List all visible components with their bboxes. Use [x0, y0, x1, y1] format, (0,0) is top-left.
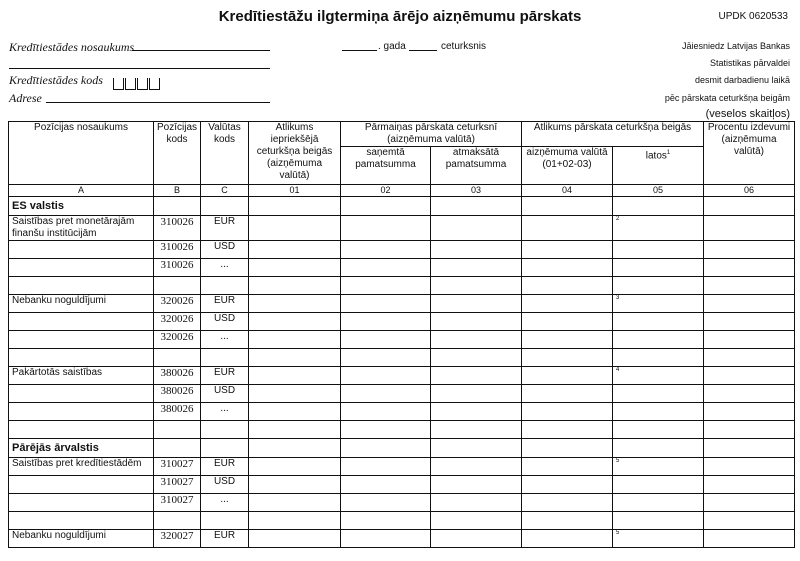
value-cell[interactable] [704, 403, 795, 421]
footnote-marker: 2 [616, 216, 620, 222]
value-cell[interactable] [431, 313, 522, 331]
position-code: 320026 [154, 295, 201, 313]
year-suffix: . gada [378, 41, 406, 52]
value-cell[interactable] [341, 367, 431, 385]
value-cell[interactable] [341, 241, 431, 259]
table-row [9, 367, 795, 385]
value-cell[interactable] [613, 476, 704, 494]
value-cell[interactable] [249, 259, 341, 277]
value-cell[interactable] [249, 241, 341, 259]
value-cell[interactable] [341, 458, 431, 476]
spacer-row [9, 421, 795, 439]
value-cell[interactable] [613, 494, 704, 512]
value-cell[interactable] [249, 216, 341, 241]
value-cell[interactable] [249, 494, 341, 512]
section-row [9, 439, 795, 458]
col-header-code: Pozīcijas kods [154, 122, 201, 185]
value-cell[interactable] [431, 295, 522, 313]
currency-code: EUR [201, 216, 249, 241]
col-header-closing-lats: latos$^1$ [613, 147, 704, 185]
col-header-change: Pārmaiņas pārskata ceturksnī (aizņēmuma valūtā) [341, 122, 522, 147]
section-title: Pārējās ārvalstis [9, 439, 154, 458]
currency-code: USD [201, 313, 249, 331]
value-cell[interactable] [249, 295, 341, 313]
value-cell[interactable] [704, 476, 795, 494]
table-row [9, 216, 795, 241]
value-cell[interactable] [522, 367, 613, 385]
value-cell[interactable] [431, 259, 522, 277]
form-code: UPDK 0620533 [718, 11, 788, 22]
bank-code-label: Kredītiestādes kods [9, 73, 103, 87]
unit-note: (veselos skaitļos) [705, 108, 790, 120]
value-cell[interactable] [613, 313, 704, 331]
position-name [9, 313, 154, 331]
table-row [9, 259, 795, 277]
col-header-closing-ccy: aizņēmuma valūtā (01+02-03) [522, 147, 613, 185]
quarter-field[interactable] [409, 50, 437, 51]
value-cell[interactable] [704, 530, 795, 548]
value-cell[interactable] [341, 259, 431, 277]
position-code: 310027 [154, 476, 201, 494]
table-row [9, 403, 795, 421]
value-cell[interactable] [704, 385, 795, 403]
value-cell[interactable] [431, 494, 522, 512]
position-code: 320026 [154, 331, 201, 349]
value-cell[interactable] [613, 259, 704, 277]
position-name: Saistības pret monetārajām finanšu institūcijām [9, 216, 154, 241]
value-cell[interactable] [341, 313, 431, 331]
value-cell[interactable] [249, 403, 341, 421]
currency-code: ... [201, 494, 249, 512]
col-header-received: saņemtā pamatsumma [341, 147, 431, 185]
position-code: 310027 [154, 494, 201, 512]
value-cell[interactable] [431, 476, 522, 494]
currency-code: EUR [201, 530, 249, 548]
currency-code: USD [201, 476, 249, 494]
value-cell[interactable] [704, 241, 795, 259]
currency-code: ... [201, 403, 249, 421]
value-cell[interactable] [613, 241, 704, 259]
value-cell[interactable] [249, 385, 341, 403]
value-cell[interactable] [613, 216, 704, 241]
year-field[interactable] [342, 50, 377, 51]
currency-code: ... [201, 331, 249, 349]
value-cell[interactable] [249, 458, 341, 476]
col-header-name: Pozīcijas nosaukums [9, 122, 154, 185]
position-code: 310026 [154, 259, 201, 277]
table-row [9, 295, 795, 313]
value-cell[interactable] [704, 313, 795, 331]
bank-name-label: Kredītiestādes nosaukums [9, 40, 135, 54]
value-cell[interactable] [431, 367, 522, 385]
position-code: 310027 [154, 458, 201, 476]
position-name: Pakārtotās saistības [9, 367, 154, 385]
table-row [9, 530, 795, 548]
submit-note-1: Jāiesniedz Latvijas Bankas [681, 41, 790, 51]
position-name [9, 259, 154, 277]
table-row [9, 458, 795, 476]
value-cell[interactable] [613, 385, 704, 403]
value-cell[interactable] [431, 403, 522, 421]
table-row [9, 313, 795, 331]
bank-name-field-line2[interactable] [9, 68, 270, 69]
position-code: 320026 [154, 313, 201, 331]
submit-note-2: Statistikas pārvaldei [709, 58, 790, 68]
position-code: 310026 [154, 241, 201, 259]
value-cell[interactable] [249, 476, 341, 494]
position-code: 380026 [154, 403, 201, 421]
value-cell[interactable] [522, 313, 613, 331]
value-cell[interactable] [522, 458, 613, 476]
address-label: Adrese [9, 91, 42, 105]
value-cell[interactable] [704, 458, 795, 476]
value-cell[interactable] [431, 216, 522, 241]
value-cell[interactable] [341, 385, 431, 403]
value-cell[interactable] [613, 295, 704, 313]
value-cell[interactable] [704, 216, 795, 241]
value-cell[interactable] [522, 494, 613, 512]
submit-note-4: pēc pārskata ceturkšņa beigām [664, 93, 790, 103]
col-header-interest: Procentu izdevumi (aizņēmuma valūtā) [704, 122, 795, 185]
spacer-row [9, 349, 795, 367]
col-header-repaid: atmaksātā pamatsumma [431, 147, 522, 185]
spacer-row [9, 277, 795, 295]
table-row [9, 331, 795, 349]
page-title: Kredītiestāžu ilgtermiņa ārējo aizņēmumu pārskats [218, 8, 582, 25]
value-cell[interactable] [431, 331, 522, 349]
value-cell[interactable] [249, 331, 341, 349]
position-name [9, 403, 154, 421]
section-row [9, 197, 795, 216]
value-cell[interactable] [341, 216, 431, 241]
footnote-marker: 5 [616, 458, 620, 464]
value-cell[interactable] [704, 295, 795, 313]
spacer-row [9, 512, 795, 530]
bank-name-field[interactable] [132, 50, 270, 51]
value-cell[interactable] [522, 295, 613, 313]
currency-code: EUR [201, 458, 249, 476]
value-cell[interactable] [249, 530, 341, 548]
currency-code: USD [201, 241, 249, 259]
position-code: 310026 [154, 216, 201, 241]
position-name: Nebanku noguldījumi [9, 295, 154, 313]
position-code: 380026 [154, 385, 201, 403]
position-name [9, 476, 154, 494]
position-name [9, 494, 154, 512]
report-table [8, 121, 795, 548]
value-cell[interactable] [522, 530, 613, 548]
footnote-marker: 3 [616, 295, 620, 301]
table-row [9, 241, 795, 259]
value-cell[interactable] [613, 403, 704, 421]
position-code: 380026 [154, 367, 201, 385]
value-cell[interactable] [341, 494, 431, 512]
value-cell[interactable] [431, 458, 522, 476]
section-title: ES valstis [9, 197, 154, 216]
value-cell[interactable] [613, 530, 704, 548]
footnote-marker: 5 [616, 530, 620, 536]
value-cell[interactable] [341, 530, 431, 548]
col-header-currency: Valūtas kods [201, 122, 249, 185]
value-cell[interactable] [431, 241, 522, 259]
footnote-marker: 4 [616, 367, 620, 373]
value-cell[interactable] [522, 476, 613, 494]
value-cell[interactable] [341, 295, 431, 313]
col-header-closing: Atlikums pārskata ceturkšņa beigās [522, 122, 704, 147]
value-cell[interactable] [249, 313, 341, 331]
table-row [9, 476, 795, 494]
value-cell[interactable] [522, 259, 613, 277]
currency-code: ... [201, 259, 249, 277]
value-cell[interactable] [431, 530, 522, 548]
address-field[interactable] [46, 102, 270, 103]
value-cell[interactable] [522, 241, 613, 259]
currency-code: EUR [201, 295, 249, 313]
currency-code: USD [201, 385, 249, 403]
value-cell[interactable] [704, 494, 795, 512]
value-cell[interactable] [522, 403, 613, 421]
position-code: 320027 [154, 530, 201, 548]
value-cell[interactable] [249, 367, 341, 385]
value-cell[interactable] [341, 331, 431, 349]
value-cell[interactable] [431, 385, 522, 403]
value-cell[interactable] [341, 403, 431, 421]
quarter-label: ceturksnis [441, 41, 487, 52]
value-cell[interactable] [704, 367, 795, 385]
position-name [9, 331, 154, 349]
value-cell[interactable] [613, 458, 704, 476]
table-row [9, 494, 795, 512]
bank-code-boxes[interactable] [113, 72, 161, 90]
value-cell[interactable] [613, 367, 704, 385]
table-row [9, 385, 795, 403]
value-cell[interactable] [341, 476, 431, 494]
value-cell[interactable] [704, 331, 795, 349]
value-cell[interactable] [704, 259, 795, 277]
position-name [9, 241, 154, 259]
col-header-opening: Atlikums iepriekšējā ceturkšņa beigās (aizņēmuma valūtā) [249, 122, 341, 185]
position-name: Saistības pret kredītiestādēm [9, 458, 154, 476]
position-name [9, 385, 154, 403]
column-letter-row: A B C 01 02 03 04 05 06 [9, 185, 795, 197]
value-cell[interactable] [522, 331, 613, 349]
value-cell[interactable] [522, 216, 613, 241]
currency-code: EUR [201, 367, 249, 385]
value-cell[interactable] [613, 331, 704, 349]
value-cell[interactable] [522, 385, 613, 403]
position-name: Nebanku noguldījumi [9, 530, 154, 548]
submit-note-3: desmit darbadienu laikā [694, 75, 790, 85]
